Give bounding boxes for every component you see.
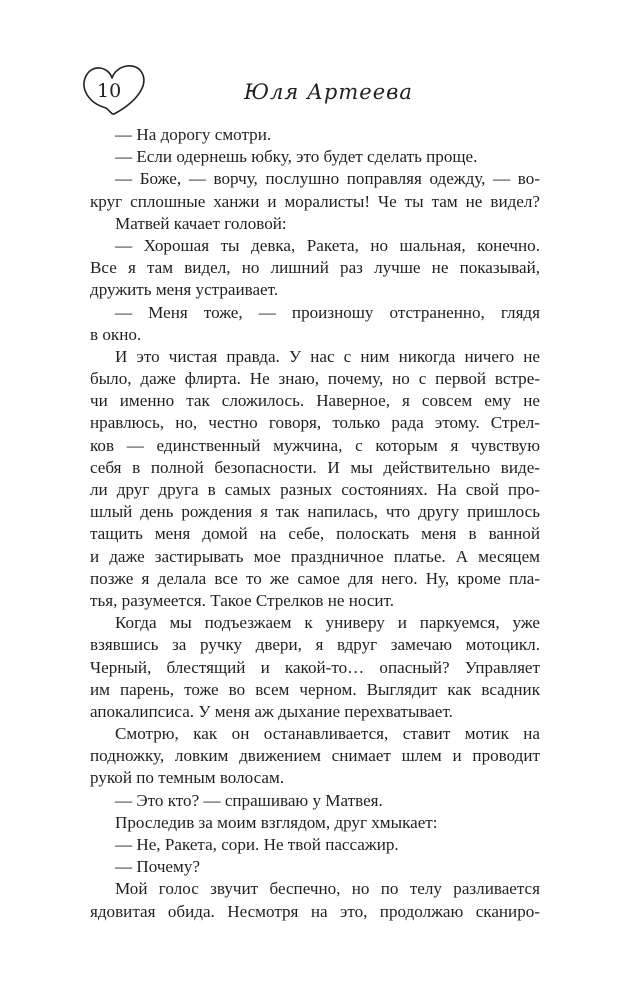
page-header (0, 0, 619, 130)
text-line: апокалипсиса. У меня аж дыхание перехватывает. (90, 701, 453, 721)
text-line: позже я делала все то же самое для него. Ну, кроме пла- (90, 568, 540, 588)
text-line: было, даже флирта. Не знаю, почему, но с первой встре- (90, 369, 540, 389)
text-line: — На дорогу смотри. (115, 125, 272, 144)
text-line: — Меня тоже, — произношу отстраненно, глядя (115, 302, 540, 322)
text-line: — Если одернешь юбку, это будет сделать проще. (115, 147, 478, 167)
text-line: себя в полной безопасности. И мы действительно виде- (90, 457, 540, 477)
text-line: И это чистая правда. У нас с ним никогда ничего не (115, 346, 540, 366)
text-line: Мой голос звучит беспечно, но по телу разливается (115, 879, 540, 899)
text-line: круг сплошные ханжи и моралисты! Че ты там не видел? (90, 191, 540, 211)
text-line: ли друг друга в самых разных состояниях. На свой про- (90, 480, 540, 499)
text-line: Матвей качает головой: (115, 213, 287, 233)
text-line: Смотрю, как он останавливается, ставит мотик на (115, 724, 540, 744)
text-line: взявшись за ручку двери, я вдруг замечаю мотоцикл. (90, 635, 540, 655)
text-line: чи именно так сложилось. Наверное, я совсем ему не (90, 391, 540, 411)
body-text (90, 124, 540, 923)
text-line: Проследив за моим взглядом, друг хмыкает: (115, 812, 438, 832)
text-line: — Не, Ракета, сори. Не твой пассажир. (115, 835, 399, 854)
text-line: — Хорошая ты девка, Ракета, но шальная, конечно. (115, 235, 540, 255)
text-line: Черный, блестящий и какой-то… опасный? Управляет (90, 657, 540, 677)
text-line: — Боже, — ворчу, послушно поправляя одежду, — во- (115, 169, 540, 189)
text-line: рукой по темным волосам. (90, 768, 285, 788)
text-line: — Это кто? — спрашиваю у Матвея. (115, 790, 383, 810)
text-line: в окно. (90, 324, 142, 344)
text-line: Все я там видел, но лишний раз лучше не показывай, (90, 258, 540, 278)
text-line: нравлюсь, но, честно говоря, только рада этому. Стрел- (90, 413, 540, 433)
text-line: Когда мы подъезжаем к универу и паркуемся, уже (115, 613, 540, 633)
text-line: тья, разумеется. Такое Стрелков не носит. (90, 590, 395, 610)
text-line: тащить меня домой на себе, полоскать меня в ванной (90, 524, 540, 544)
text-line: — Почему? (115, 857, 200, 877)
text-line: подножку, ловким движением снимает шлем и проводит (90, 746, 540, 766)
text-line: дружить меня устраивает. (90, 280, 279, 300)
text-line: ядовитая обида. Несмотря на это, продолжаю сканиро- (90, 901, 540, 921)
text-line: им парень, тоже во всем черном. Выглядит как всадник (90, 679, 540, 699)
page-number: 10 (97, 80, 122, 102)
text-line: и даже застирывать мое праздничное платье. А месяцем (90, 546, 540, 566)
running-title: Юля Артеева (244, 80, 413, 104)
text-line: шлый день рождения я так напилась, что другу пришлось (90, 502, 540, 522)
text-line: ков — единственный мужчина, с которым я чувствую (90, 435, 540, 455)
